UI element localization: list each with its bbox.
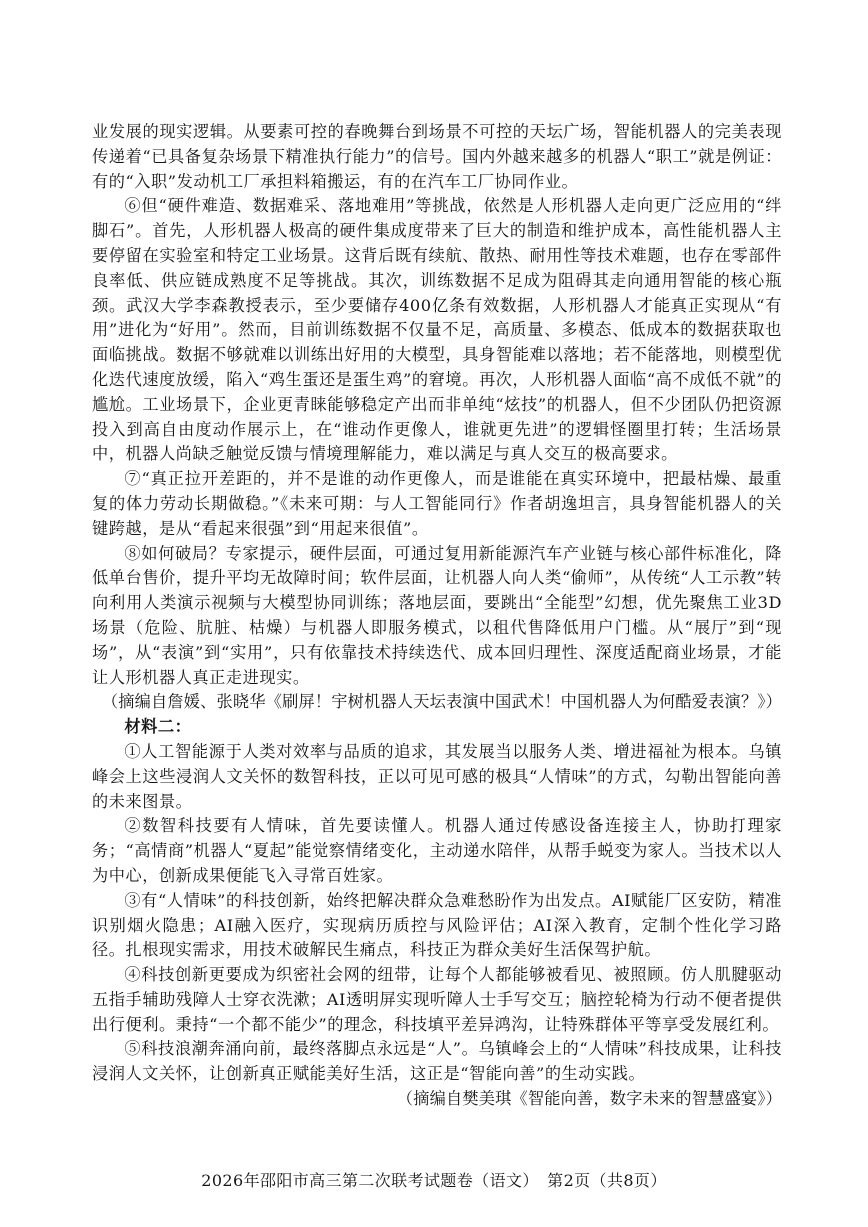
paragraph-6: ⑥但“硬件难造、数据难采、落地难用”等挑战，依然是人形机器人走向更广泛应用的“绊脚石”。首先，人形机器人极高的硬件集成度带来了巨大的制造和维护成本，高性能机器人主要停留在实验室和特定工业场景。这背后既有续航、散热、耐用性等技术难题，也存在零部件良率低、供应链成熟度不足等挑战。其次，训练数据不足成为阻碍其走向通用智能的核心瓶颈。武汉大学李森教授表示，至少要储存400亿条有效数据，人形机器人才能真正实现从“有用”进化为“好用”。然而，目前训练数据不仅量不足，高质量、多模态、低成本的数据获取也面临挑战。数据不够就难以训练出好用的大模型，具身智能难以落地；若不能落地，则模型优化迭代速度放缓，陷入“鸡生蛋还是蛋生鸡”的窘境。再次，人形机器人面临“高不成低不就”的尴尬。工业场景下，企业更青睐能够稳定产出而非单纯“炫技”的机器人，但不少团队仍把资源投入到高自由度动作展示上，在“谁动作更像人，谁就更先进”的逻辑怪圈里打转；生活场景中，机器人尚缺乏触觉反馈与情境理解能力，难以满足与真人交互的极高要求。 [92,196,782,464]
page-footer: 2026年邵阳市高三第二次联考试题卷（语文） 第2页（共8页） [201,1171,667,1190]
material-2-paragraph-5: ⑤科技浪潮奔涌向前，最终落脚点永远是“人”。乌镇峰会上的“人情味”科技成果，让科技浸润人文关怀，让创新真正赋能美好生活，这正是“智能向善”的生动实践。 [92,1039,782,1084]
article-body [92,120,782,1112]
paragraph-continuation: 业发展的现实逻辑。从要素可控的春晚舞台到场景不可控的天坛广场，智能机器人的完美表现传递着“已具备复杂场景下精准执行能力”的信号。国内外越来越多的机器人“职工”就是例证：有的“入职”发动机工厂承担料箱搬运，有的在汽车工厂协同作业。 [92,122,782,191]
material-2-paragraph-2: ②数智科技要有人情味，首先要读懂人。机器人通过传感设备连接主人，协助打理家务；“高情商”机器人“夏起”能觉察情绪变化，主动递水陪伴，从帮手蜕变为家人。当技术以人为中心，创新成果便能飞入寻常百姓家。 [92,816,782,885]
material-2-paragraph-4: ④科技创新更要成为织密社会网的纽带，让每个人都能够被看见、被照顾。仿人肌腱驱动五指手辅助残障人士穿衣洗漱；AI透明屏实现听障人士手写交互；脑控轮椅为行动不便者提供出行便利。秉持“一个都不能少”的理念，科技填平差异鸿沟，让特殊群体平等享受发展红利。 [92,965,782,1034]
material-2-heading: 材料二： [124,717,192,737]
paragraph-8: ⑧如何破局？专家提示，硬件层面，可通过复用新能源汽车产业链与核心部件标准化，降低单台售价，提升平均无故障时间；软件层面，让机器人向人类“偷师”，从传统“人工示教”转向利用人类演示视频与大模型协同训练；落地层面，要跳出“全能型”幻想，优先聚焦工业3D场景（危险、肮脏、枯燥）与机器人即服务模式，以租代售降低用户门槛。从“展厅”到“现场”，从“表演”到“实用”，只有依靠技术持续迭代、成本回归理性、深度适配商业场景，才能让人形机器人真正走进现实。 [92,543,782,687]
source-citation-material-1: （摘编自詹媛、张晓华《刷屏！宇树机器人天坛表演中国武术！中国机器人为何酷爱表演？》） [101,692,782,712]
paragraph-7: ⑦“真正拉开差距的，并不是谁的动作更像人，而是谁能在真实环境中，把最枯燥、最重复的体力劳动长期做稳。”《未来可期：与人工智能同行》作者胡逸坦言，具身智能机器人的关键跨越，是从“看起来很强”到“用起来很值”。 [92,469,783,538]
source-citation-material-2: （摘编自樊美琪《智能向善，数字未来的智慧盛宴》） [396,1089,782,1109]
material-2-paragraph-3: ③有“人情味”的科技创新，始终把解决群众急难愁盼作为出发点。AI赋能厂区安防，精准识别烟火隐患；AI融入医疗，实现病历质控与风险评估；AI深入教育，定制个性化学习路径。扎根现实需求，用技术破解民生痛点，科技正为群众美好生活保驾护航。 [92,890,782,960]
material-2-paragraph-1: ①人工智能源于人类对效率与品质的追求，其发展当以服务人类、增进福祉为根本。乌镇峰会上这些浸润人文关怀的数智科技，正以可见可感的极具“人情味”的方式，勾勒出智能向善的未来图景。 [92,741,782,811]
